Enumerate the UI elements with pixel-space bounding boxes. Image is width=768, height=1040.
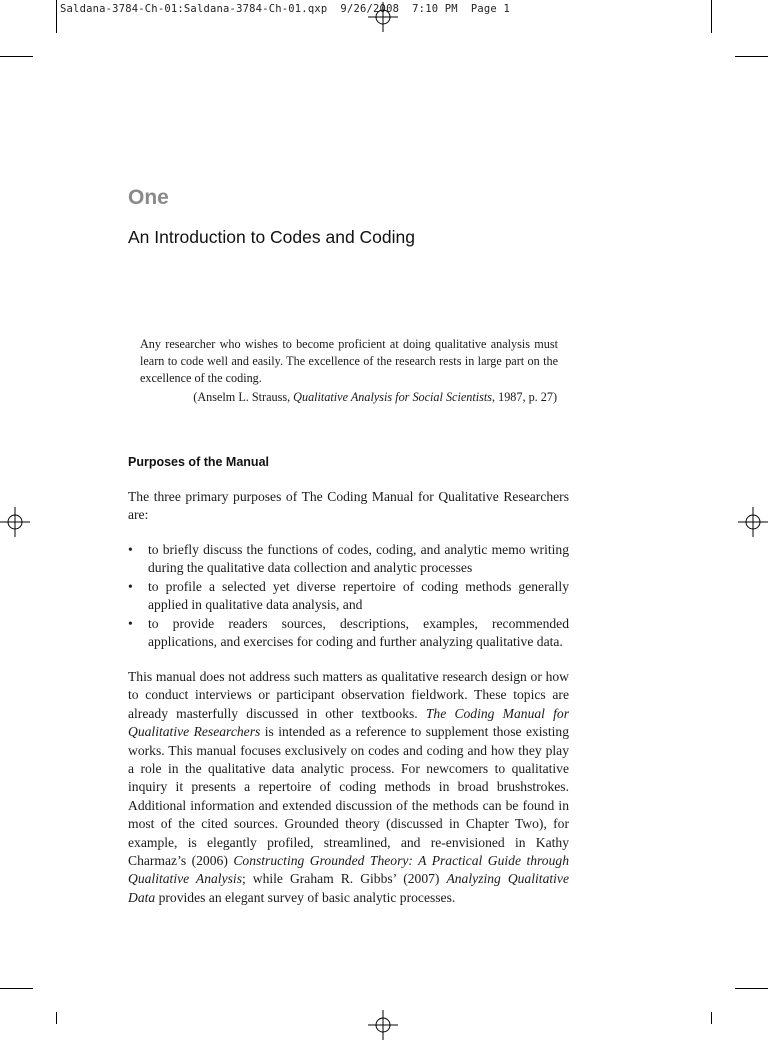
paragraph-text: ; while Graham R. Gibbs’ (2007)	[241, 871, 447, 887]
book-title-analyzing-qualitative-data: Analyzing Qualitative Data	[128, 871, 569, 905]
crop-mark-top-right-vertical	[711, 0, 712, 33]
crop-mark-top-left-vertical	[56, 0, 57, 33]
list-item	[128, 541, 569, 578]
intro-paragraph: The three primary purposes of The Coding Manual for Qualitative Researchers are:	[128, 489, 569, 523]
list-item-text: to provide readers sources, descriptions, examples, recommended applications, and exercises for coding and further analyzing qualitative data.	[148, 615, 569, 650]
list-item-text: to briefly discuss the functions of codes, coding, and analytic memo writing during the qualitative data collection and analytic processes	[148, 542, 569, 576]
bullet-icon: •	[128, 542, 133, 557]
chapter-title: An Introduction to Codes and Coding	[128, 227, 415, 247]
list-item	[128, 615, 569, 652]
book-title-constructing-grounded-theory: Constructing Grounded Theory: A Practical Guide through Qualitative Analysis	[128, 853, 569, 887]
paragraph-text: This manual does not address such matters as qualitative research design or how to conduct interviews or participant observation fieldwork. These topics are already masterfully discussed in other textbooks.	[128, 669, 569, 721]
book-title-coding-manual: The Coding Manual for Qualitative Researchers	[128, 705, 569, 740]
purposes-list	[128, 541, 569, 651]
registration-mark-bottom-icon	[368, 1010, 398, 1040]
list-item	[128, 578, 569, 615]
body-paragraph	[128, 668, 569, 907]
paragraph-text: is intended as a reference to supplement those existing works. This manual focuses exclusively on codes and coding and how they play a role in the qualitative data analytic process. For newcomers to qualitative inquiry it presents a repertoire of coding methods in broad brushstrokes. Additional information and extended discussion of the methods can be found in most of the cited sources. Grounded theory (discussed in Chapter Two), for example, is elegantly profiled, streamlined, and re-envisioned in Kathy Charmaz’s (2006)	[128, 724, 569, 869]
paragraph-text: provides an elegant survey of basic analytic processes.	[155, 889, 456, 905]
crop-mark-top-left-horizontal	[0, 56, 33, 57]
crop-mark-bottom-right-vertical	[711, 1012, 712, 1024]
printer-slug-line: Saldana-3784-Ch-01:Saldana-3784-Ch-01.qxp 9/26/2008 7:10 PM Page 1	[60, 3, 510, 15]
epigraph-quote: Any researcher who wishes to become proficient at doing qualitative analysis must learn to code well and easily. The excellence of the research rests in large part on the excellence of the coding.	[140, 337, 558, 385]
epigraph-citation	[140, 389, 557, 406]
crop-mark-bottom-left-horizontal	[0, 988, 33, 989]
crop-mark-bottom-right-horizontal	[735, 988, 768, 989]
citation-year-page: , 1987, p. 27)	[492, 390, 557, 404]
registration-mark-left-icon	[0, 507, 30, 537]
citation-author: (Anselm L. Strauss,	[193, 390, 294, 404]
crop-mark-bottom-left-vertical	[56, 1012, 57, 1024]
bullet-icon: •	[128, 578, 133, 594]
citation-book-title: Qualitative Analysis for Social Scientists	[293, 390, 492, 404]
registration-mark-top-icon	[368, 2, 398, 32]
section-heading: Purposes of the Manual	[128, 455, 269, 469]
chapter-number: One	[128, 186, 169, 209]
crop-mark-top-right-horizontal	[735, 56, 768, 57]
bullet-icon: •	[128, 615, 133, 631]
list-item-text: to profile a selected yet diverse repertoire of coding methods generally applied in qualitative data analysis, and	[148, 578, 569, 613]
registration-mark-right-icon	[738, 507, 768, 537]
